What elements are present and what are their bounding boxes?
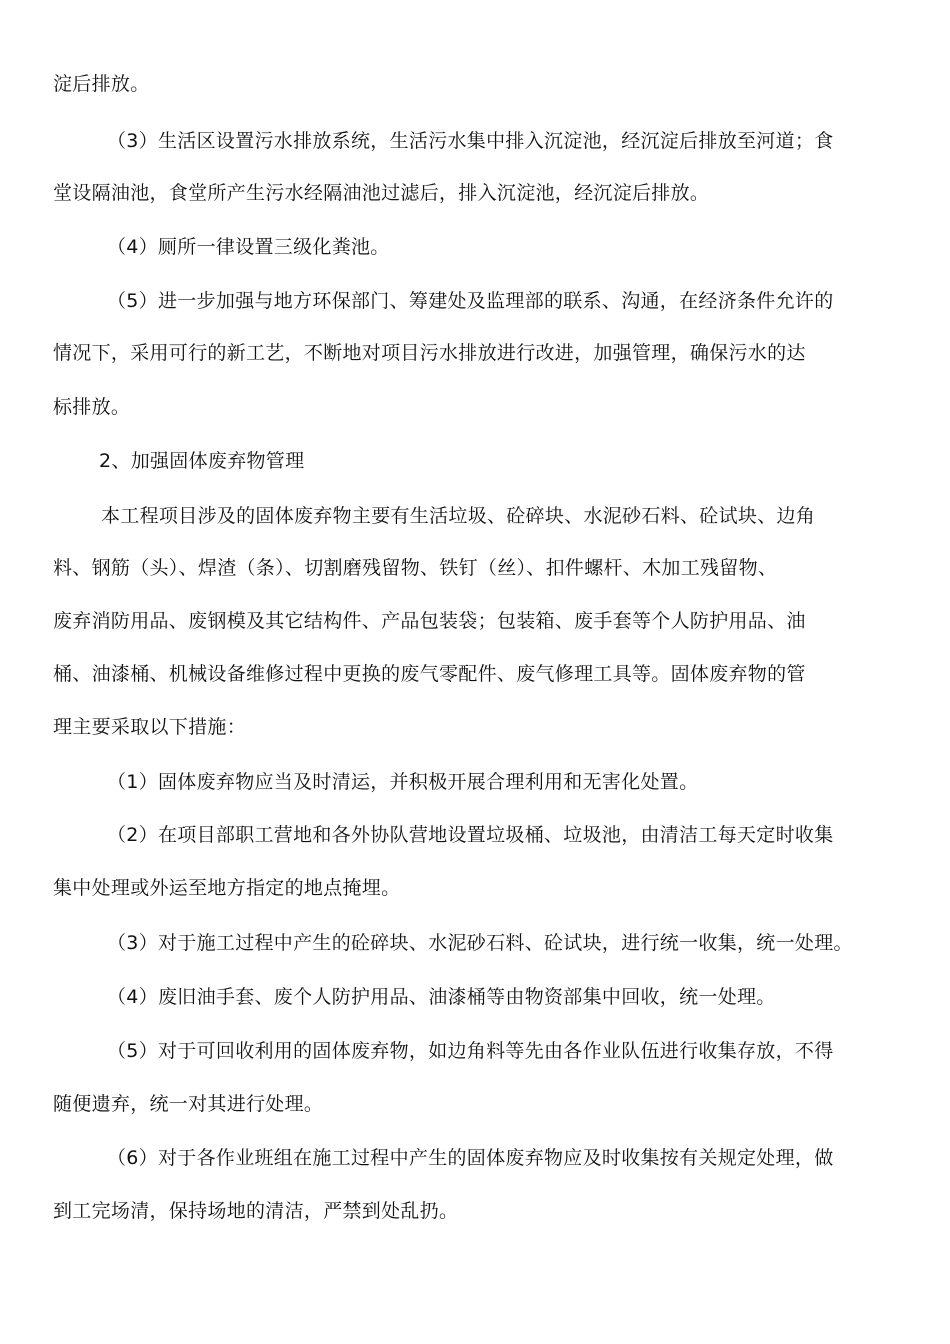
- text-line: 集中处理或外运至地方指定的地点掩埋。: [53, 877, 401, 899]
- text-line: 随便遗弃，统一对其进行处理。: [53, 1093, 324, 1115]
- text-line: 堂设隔油池，食堂所产生污水经隔油池过滤后，排入沉淀池，经沉淀后排放。: [53, 182, 710, 204]
- text-line: 到工完场清，保持场地的清洁，严禁到处乱扔。: [53, 1200, 459, 1222]
- text-line: 废弃消防用品、废钢模及其它结构件、产品包装袋；包装箱、废手套等个人防护用品、油: [53, 610, 806, 632]
- text-line: （3）对于施工过程中产生的砼碎块、水泥砂石料、砼试块，进行统一收集，统一处理。: [107, 932, 853, 954]
- text-line: 料、钢筋（头）、焊渣（条）、切割磨残留物、铁钉（丝）、扣件螺杆、木加工残留物、: [53, 557, 778, 579]
- text-line: （3）生活区设置污水排放系统，生活污水集中排入沉淀池，经沉淀后排放至河道；食: [107, 130, 834, 152]
- text-line: （4）厕所一律设置三级化粪池。: [107, 236, 390, 258]
- text-line: 理主要采取以下措施：: [53, 716, 247, 738]
- text-line: （1）固体废弃物应当及时清运，并积极开展合理利用和无害化处置。: [107, 771, 699, 793]
- section-heading: 2、加强固体废弃物管理: [99, 450, 305, 472]
- text-line: 本工程项目涉及的固体废弃物主要有生活垃圾、砼碎块、水泥砂石料、砼试块、边角: [101, 505, 816, 527]
- text-line: （5）对于可回收利用的固体废弃物，如边角料等先由各作业队伍进行收集存放，不得: [107, 1040, 834, 1062]
- text-line: 标排放。: [53, 396, 131, 418]
- text-line: （5）进一步加强与地方环保部门、筹建处及监理部的联系、沟通，在经济条件允许的: [107, 290, 834, 312]
- text-line: （2）在项目部职工营地和各外协队营地设置垃圾桶、垃圾池，由清洁工每天定时收集: [107, 824, 834, 846]
- text-line: 淀后排放。: [53, 73, 150, 95]
- text-line: （6）对于各作业班组在施工过程中产生的固体废弃物应及时收集按有关规定处理，做: [107, 1147, 834, 1169]
- text-line: （4）废旧油手套、废个人防护用品、油漆桶等由物资部集中回收，统一处理。: [107, 986, 776, 1008]
- text-line: 桶、油漆桶、机械设备维修过程中更换的废气零配件、废气修理工具等。固体废弃物的管: [53, 663, 806, 685]
- text-line: 情况下，采用可行的新工艺，不断地对项目污水排放进行改进，加强管理，确保污水的达: [53, 342, 806, 364]
